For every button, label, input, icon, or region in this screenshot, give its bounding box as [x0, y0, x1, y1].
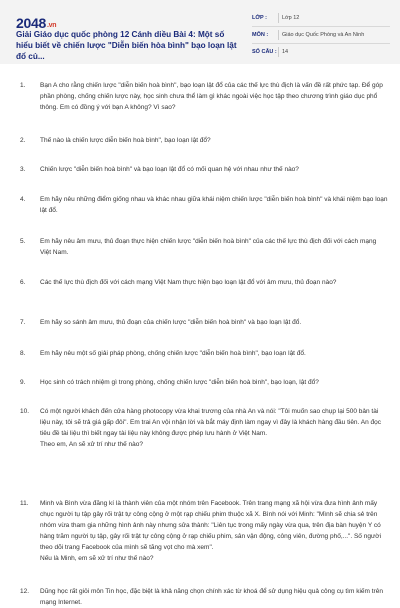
question-number: 7.: [20, 319, 26, 326]
question-number: 10.: [20, 408, 30, 415]
question-text: Học sinh có trách nhiệm gì trong phòng, chống chiến lược "diễn biến hoà bình", bạo loạn, lật đổ?: [40, 379, 319, 386]
meta-value: Giáo dục Quốc Phòng và An Ninh: [282, 32, 365, 38]
meta-label: LỚP :: [252, 15, 267, 21]
meta-divider: [278, 47, 279, 57]
meta-label: SỐ CÂU :: [252, 49, 277, 55]
meta-row-question-count: [252, 44, 390, 60]
question-text: Dũng học rất giỏi môn Tin học, đặc biệt là khả năng chọn chính xác từ khoá để sử dụng hiệu quả công cụ tìm kiếm trên mạng Internet.: [40, 588, 383, 606]
question-number: 2.: [20, 137, 26, 144]
question-text: Các thế lực thù địch đối với cách mạng Việt Nam thực hiện bạo loạn lật đổ với âm mưu, thủ đoạn nào?: [40, 279, 337, 286]
meta-box: [252, 10, 390, 60]
meta-row-class: [252, 10, 390, 27]
question-number: 11.: [20, 500, 29, 507]
question-number: 4.: [20, 196, 26, 203]
question-text: Em hãy so sánh âm mưu, thủ đoạn của chiến lược "diễn biến hoà bình" và bạo loạn lật đổ.: [40, 319, 302, 326]
question-text: Bạn A cho rằng chiến lược "diễn biến hoà bình", bạo loạn lật đổ của các thế lực thù địch là vấn đề rất phức tạp. Để góp phần phòng, chống chiến lược này, học sinh chưa thể làm gì khác ngoài việc học tập theo chương trình giáo dục phổ thông. Em có đồng ý với bạn A không? Vì sao?: [40, 82, 383, 111]
question-number: 8.: [20, 350, 26, 357]
question-number: 12.: [20, 588, 30, 595]
question-text: Minh và Bình vừa đăng kí là thành viên của một nhóm trên Facebook. Trên trang mạng xã hội vừa đưa hình ảnh mấy chục người tụ tập gây rối trật tự công cộng ở một rạp chiếu phim thuộc xã X. Bình nói với Minh: "Mình sẽ chia sẻ trên nhóm vừa tham gia những hình ảnh này nhưng sửa thành: "Liên tục trong mấy ngày vừa qua, trên địa bàn huyện Y có hàng trăm người tụ tập, gây rối trật tự công cộng ở rạp chiếu phim, sân vận động, công viên, đường phố,...". Số người theo dõi trang Facebook của mình sẽ tăng vọt cho mà xem". Nếu là Minh, em sẽ xử trí như thế nào?: [40, 500, 382, 562]
question-text: Chiến lược "diễn biến hoà bình" và bạo loạn lật đổ có mối quan hệ với nhau như thế nào?: [40, 166, 299, 173]
question-number: 3.: [20, 166, 26, 173]
question-text: Em hãy nêu âm mưu, thủ đoạn thực hiện chiến lược "diễn biến hoà bình" của các thế lực thù địch đối với cách mạng Việt Nam.: [40, 238, 377, 256]
meta-value: Lớp 12: [282, 15, 300, 21]
meta-label: MÔN :: [252, 32, 269, 38]
question-text: Em hãy nêu những điểm giống nhau và khác nhau giữa khái niệm chiến lược "diễn biến hoà bình" và khái niệm bạo loạn lật đổ.: [40, 196, 388, 214]
question-number: 9.: [20, 379, 26, 386]
meta-row-subject: [252, 27, 390, 44]
meta-value: 14: [282, 49, 289, 55]
question-text: Có một người khách đến cửa hàng photocopy vừa khai trương của nhà An và nói: "Tôi muốn sao chụp lại 500 bản tài liệu này, tôi sẽ trả giá gấp đôi". Em trai An vội nhận lời và bắt máy định làm ngay vì đây là khách hàng đầu tiên. An đọc tiêu đề tài liệu thì biết ngay tài liệu này không được phép lưu hành ở Việt Nam. Theo em, An sẽ xử trí như thế nào?: [40, 408, 382, 448]
meta-divider: [278, 30, 279, 40]
logo-suffix: .vn: [46, 22, 57, 29]
logo-text: 2048: [16, 15, 46, 31]
question-text: Em hãy nêu một số giải pháp phòng, chống chiến lược "diễn biến hoà bình", bạo loạn lật đổ.: [40, 350, 306, 357]
document-header: [0, 0, 400, 64]
question-number: 6.: [20, 279, 26, 286]
page-title: Giải Giáo dục quốc phòng 12 Cánh diều Bài 4: Một số hiểu biết về chiến lược "Diễn biến hòa bình" bạo loạn lật đổ củ...: [16, 30, 237, 61]
question-number: 5.: [20, 238, 26, 245]
question-text: Thế nào là chiến lược diễn biến hoà bình", bạo loạn lật đổ?: [40, 137, 211, 144]
meta-divider: [278, 13, 279, 23]
question-number: 1.: [20, 82, 26, 89]
